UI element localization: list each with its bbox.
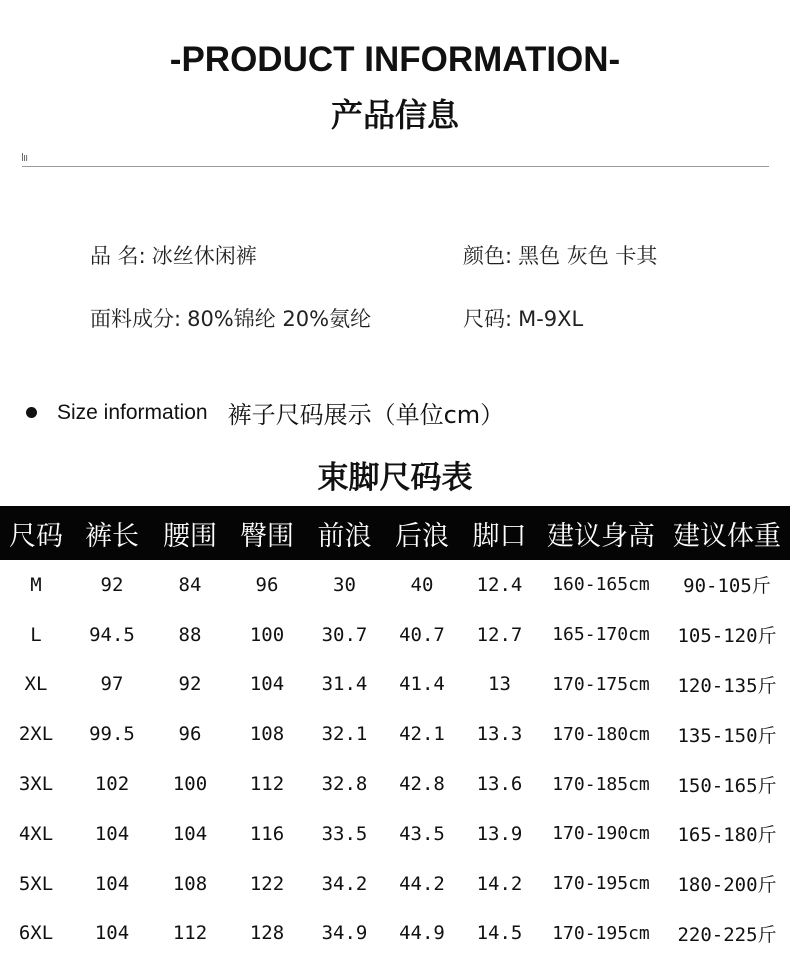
table-cell: 150-165斤 [677, 774, 777, 797]
table-cell: 2XL [18, 723, 54, 746]
table-cell: 108 [172, 872, 208, 895]
size-table-header-cell: 臀围 [228, 506, 306, 560]
table-cell: 105-120斤 [677, 625, 777, 648]
table-cell: 108 [249, 723, 285, 746]
table-cell: 42.1 [399, 723, 445, 746]
table-cell: 160-165cm [552, 574, 650, 596]
table-cell: 116 [249, 822, 285, 845]
table-cell: 42.8 [399, 773, 445, 796]
table-cell: 40.7 [399, 623, 445, 646]
table-row [0, 859, 790, 909]
table-cell: 170-195cm [552, 873, 650, 895]
info-product-name-value: 冰丝休闲裤 [151, 244, 257, 268]
table-cell: 3XL [18, 773, 54, 796]
size-table-header-cell: 裤长 [72, 506, 152, 560]
table-cell: 12.7 [476, 623, 523, 646]
table-cell: L [30, 623, 42, 646]
table-row [0, 610, 790, 660]
table-row [0, 709, 790, 759]
size-information-label-en: Size information [57, 400, 208, 424]
table-cell: 40 [410, 573, 434, 596]
info-color-label: 颜色: [463, 244, 513, 268]
table-cell: 4XL [18, 822, 54, 845]
table-cell: 122 [249, 872, 285, 895]
table-cell: 13.9 [476, 822, 523, 845]
size-table-header-row [0, 506, 790, 560]
table-cell: 30.7 [321, 623, 368, 646]
table-cell: 92 [100, 573, 124, 596]
table-cell: 34.2 [321, 872, 368, 895]
table-cell: 165-170cm [552, 624, 650, 646]
size-information-heading [26, 395, 504, 430]
table-cell: 99.5 [89, 723, 135, 746]
table-cell: XL [24, 673, 48, 696]
table-cell: 170-195cm [552, 922, 650, 944]
table-cell: 170-185cm [552, 773, 650, 795]
info-fabric-value: 80%锦纶 20%氨纶 [187, 307, 372, 331]
table-cell: M [30, 573, 42, 596]
table-cell: 96 [178, 723, 202, 746]
table-cell: 14.2 [476, 872, 523, 895]
info-product-name-label: 品 名: [90, 244, 146, 268]
page-title-cn: 产品信息 [330, 96, 459, 134]
table-cell: 30 [333, 573, 356, 596]
table-cell: 32.8 [321, 773, 368, 796]
size-information-label-cn: 裤子尺码展示（单位cm） [227, 401, 505, 429]
table-cell: 104 [172, 822, 208, 845]
table-cell: 165-180斤 [677, 824, 777, 847]
table-cell: 100 [249, 623, 285, 646]
table-cell: 90-105斤 [683, 575, 771, 598]
bullet-icon [26, 407, 37, 418]
size-table-header-cell: 后浪 [383, 506, 461, 560]
table-cell: 88 [178, 623, 202, 646]
size-table [0, 506, 790, 958]
table-row [0, 809, 790, 859]
page-title-en: -PRODUCT INFORMATION- [169, 40, 621, 79]
table-cell: 112 [172, 922, 208, 945]
table-cell: 13 [488, 673, 511, 696]
table-cell: 120-135斤 [677, 674, 777, 697]
table-cell: 96 [255, 573, 279, 596]
size-table-header-cell: 前浪 [306, 506, 383, 560]
table-cell: 5XL [18, 872, 54, 895]
table-cell: 32.1 [321, 723, 368, 746]
table-cell: 104 [249, 673, 285, 696]
table-cell: 92 [178, 673, 202, 696]
size-table-header-cell: 脚口 [461, 506, 538, 560]
table-cell: 44.9 [399, 922, 445, 945]
table-cell: 34.9 [321, 922, 368, 945]
info-fabric [90, 303, 371, 333]
table-cell: 220-225斤 [677, 923, 777, 946]
size-table-body [0, 560, 790, 958]
table-cell: 135-150斤 [677, 724, 777, 747]
size-table-header-cell: 建议身高 [538, 506, 664, 560]
info-size-value: M-9XL [518, 307, 584, 331]
info-size [463, 303, 583, 333]
table-cell: 170-180cm [552, 723, 650, 745]
info-color-value: 黑色 灰色 卡其 [518, 244, 658, 268]
table-cell: 170-175cm [552, 673, 650, 695]
info-fabric-label: 面料成分: [90, 307, 182, 331]
table-cell: 102 [94, 773, 130, 796]
table-cell: 104 [94, 872, 130, 895]
size-table-title: 束脚尺码表 [317, 460, 473, 496]
table-row [0, 660, 790, 710]
table-cell: 33.5 [321, 822, 368, 845]
info-color [463, 240, 657, 270]
table-cell: 170-190cm [552, 823, 650, 845]
table-cell: 13.6 [476, 773, 523, 796]
header-divider [22, 166, 769, 167]
size-table-header-cell: 建议体重 [664, 506, 790, 560]
table-cell: 112 [249, 773, 285, 796]
info-product-name [90, 240, 257, 270]
table-cell: 41.4 [399, 673, 445, 696]
table-cell: 100 [172, 773, 208, 796]
size-table-header-cell: 腰围 [152, 506, 228, 560]
table-row [0, 759, 790, 809]
info-size-label: 尺码: [463, 307, 513, 331]
table-cell: 128 [249, 922, 285, 945]
table-cell: 31.4 [321, 673, 368, 696]
table-row [0, 560, 790, 610]
table-cell: 6XL [18, 922, 54, 945]
table-cell: 43.5 [399, 822, 445, 845]
divider-mark: lıı [21, 151, 28, 164]
table-row [0, 909, 790, 958]
table-cell: 94.5 [89, 623, 135, 646]
table-cell: 84 [178, 573, 202, 596]
table-cell: 14.5 [476, 922, 523, 945]
table-cell: 104 [94, 922, 130, 945]
table-cell: 44.2 [399, 872, 445, 895]
table-cell: 13.3 [476, 723, 523, 746]
size-table-header-cell: 尺码 [0, 506, 72, 560]
table-cell: 97 [100, 673, 124, 696]
table-cell: 180-200斤 [677, 874, 777, 897]
table-cell: 104 [94, 822, 130, 845]
table-cell: 12.4 [476, 573, 523, 596]
